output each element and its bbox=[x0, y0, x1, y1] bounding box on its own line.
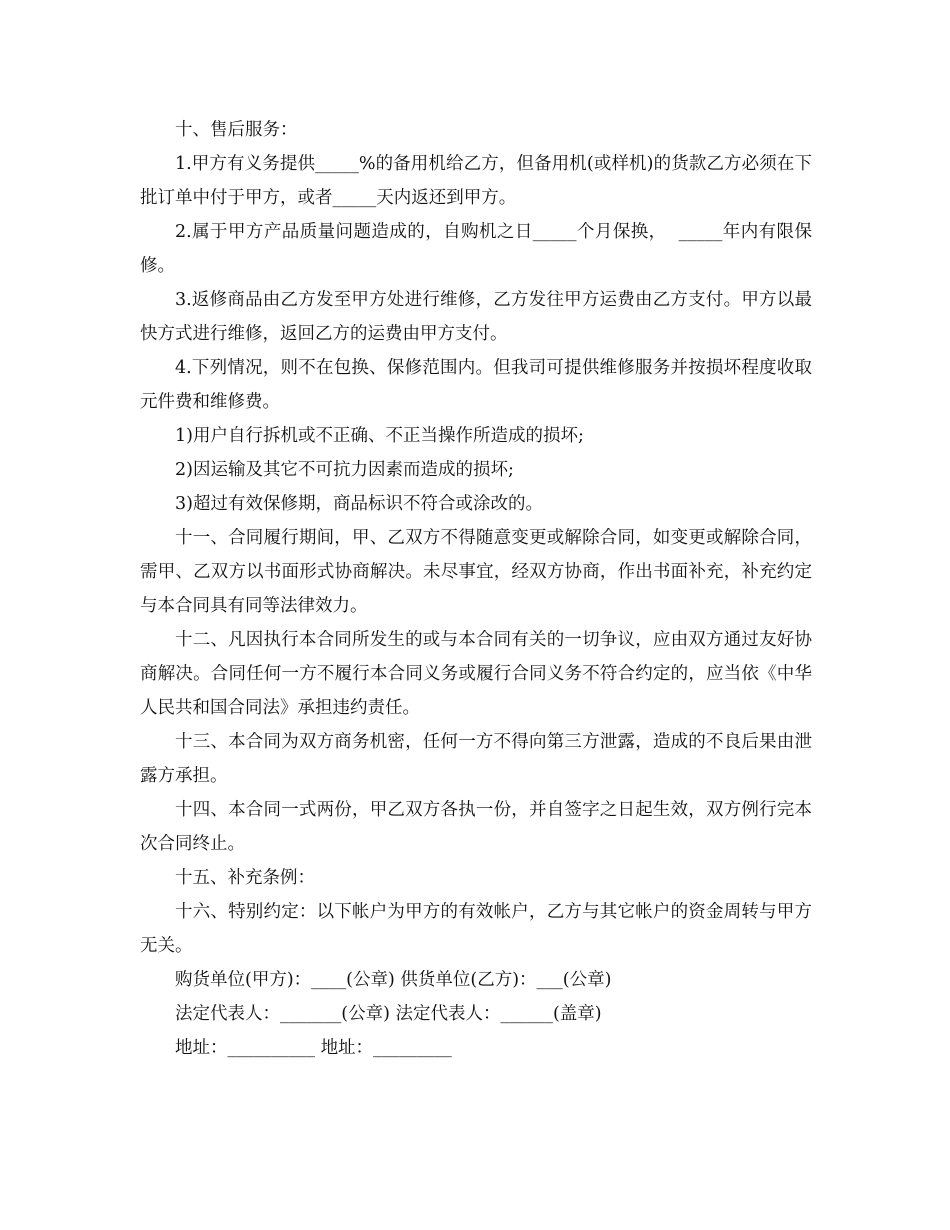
exclusion-item-1: 1)用户自行拆机或不正确、不正当操作所造成的损坏; bbox=[175, 426, 584, 446]
contract-page bbox=[140, 113, 812, 1065]
clause-10-2: 2.属于甲方产品质量问题造成的，自购机之日_____个月保换， _____年内有限保修。 bbox=[140, 222, 812, 276]
clause-10-1: 1.甲方有义务提供_____%的备用机给乙方，但备用机(或样机)的货款乙方必须在下批订单中付于甲方，或者_____天内返还到甲方。 bbox=[140, 154, 812, 208]
exclusion-item-3: 3)超过有效保修期，商品标识不符合或涂改的。 bbox=[175, 494, 543, 514]
signature-line-representatives: 法定代表人：_______(公章) 法定代表人：______(盖章) bbox=[175, 1004, 602, 1024]
section-12: 十二、凡因执行本合同所发生的或与本合同有关的一切争议，应由双方通过友好协商解决。合同任何一方不履行本合同义务或履行合同义务不符合约定的，应当依《中华人民共和国合同法》承担违约责任。 bbox=[140, 630, 812, 718]
section-13: 十三、本合同为双方商务机密，任何一方不得向第三方泄露，造成的不良后果由泄露方承担。 bbox=[140, 732, 812, 786]
section-11: 十一、合同履行期间，甲、乙双方不得随意变更或解除合同，如变更或解除合同，需甲、乙双方以书面形式协商解决。未尽事宜，经双方协商，作出书面补充，补充约定与本合同具有同等法律效力。 bbox=[140, 528, 812, 616]
section-16: 十六、特别约定：以下帐户为甲方的有效帐户，乙方与其它帐户的资金周转与甲方无关。 bbox=[140, 902, 812, 956]
signature-line-address: 地址：__________ 地址：_________ bbox=[175, 1038, 452, 1058]
section-14: 十四、本合同一式两份，甲乙双方各执一份，并自签字之日起生效，双方例行完本次合同终止。 bbox=[140, 800, 812, 854]
section-15: 十五、补充条例： bbox=[175, 868, 315, 888]
section-10-heading: 十、售后服务： bbox=[175, 120, 298, 140]
clause-10-3: 3.返修商品由乙方发至甲方处进行维修，乙方发往甲方运费由乙方支付。甲方以最快方式进行维修，返回乙方的运费由甲方支付。 bbox=[140, 290, 812, 344]
exclusion-item-2: 2)因运输及其它不可抗力因素而造成的损坏; bbox=[175, 460, 514, 480]
clause-10-4: 4.下列情况，则不在包换、保修范围内。但我司可提供维修服务并按损坏程度收取元件费和维修费。 bbox=[140, 358, 812, 412]
signature-line-units: 购货单位(甲方)：____(公章) 供货单位(乙方)：___(公章) bbox=[175, 970, 612, 990]
